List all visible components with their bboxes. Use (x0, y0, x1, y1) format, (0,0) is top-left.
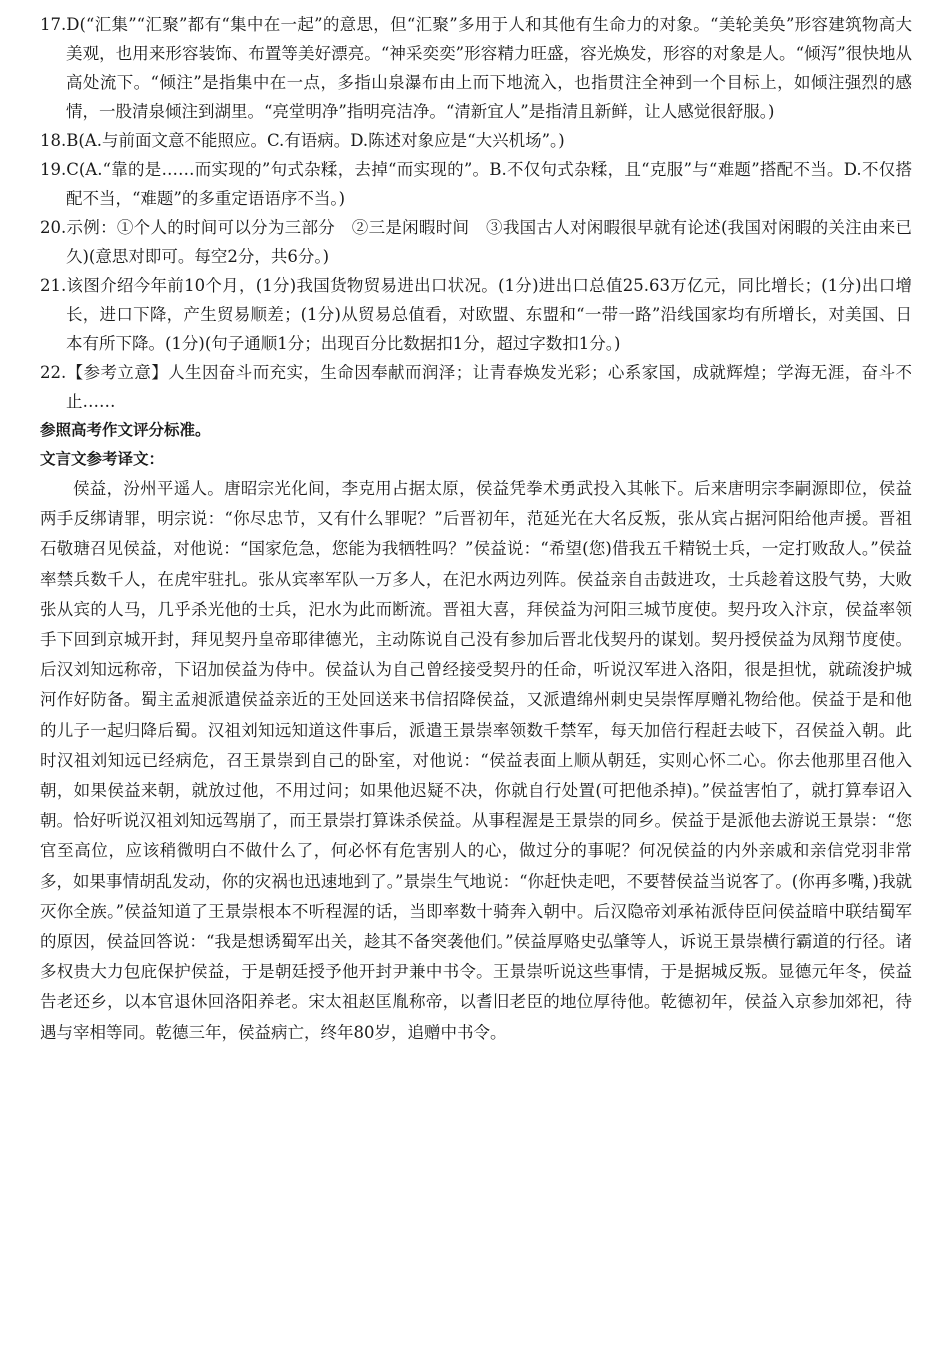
answer-17: 17.D(“汇集”“汇聚”都有“集中在一起”的意思，但“汇聚”多用于人和其他有生命力的对象。“美轮美奂”形容建筑物高大美观，也用来形容装饰、布置等美好漂亮。“神采奕奕”形容精力旺盛，容光焕发，形容的对象是人。“倾泻”很快地从高处流下。“倾注”是指集中在一点，多指山泉瀑布由上而下地流入，也指贯注全神到一个目标上，如倾注强烈的感情，一股清泉倾注到湖里。“亮堂明净”指明亮洁净。“清新宜人”是指清且新鲜，让人感觉很舒服。) (40, 15, 912, 121)
essay-scoring-note: 参照高考作文评分标准。 (40, 421, 211, 439)
translation-section (40, 474, 912, 1048)
answer-sheet (40, 10, 912, 1048)
answer-21: 21.该图介绍今年前10个月，(1分)我国货物贸易进出口状况。(1分)进出口总值25.63万亿元，同比增长；(1分)出口增长，进口下降，产生贸易顺差；(1分)从贸易总值看，对欧盟、东盟和“一带一路”沿线国家均有所增长，对美国、日本有所下降。(1分)(句子通顺1分；出现百分比数据扣1分，超过字数扣1分。) (40, 276, 912, 353)
answer-20: 20.示例：①个人的时间可以分为三部分 ②三是闲暇时间 ③我国古人对闲暇很早就有论述(我国对闲暇的关注由来已久)(意思对即可。每空2分，共6分。) (40, 218, 912, 266)
translation-paragraph: 侯益，汾州平遥人。唐昭宗光化间，李克用占据太原，侯益凭拳术勇武投入其帐下。后来唐明宗李嗣源即位，侯益两手反绑请罪，明宗说：“你尽忠节，又有什么罪呢？”后晋初年，范延光在大名反叛，张从宾占据河阳给他声援。晋祖石敬瑭召见侯益，对他说：“国家危急，您能为我牺牲吗？”侯益说：“希望(您)借我五千精锐士兵，一定打败敌人。”侯益率禁兵数千人，在虎牢驻扎。张从宾率军队一万多人，在汜水两边列阵。侯益亲自击鼓进攻，士兵趁着这股气势，大败张从宾的人马，几乎杀光他的士兵，汜水为此而断流。晋祖大喜，拜侯益为河阳三城节度使。契丹攻入汴京，侯益率领手下回到京城开封，拜见契丹皇帝耶律德光，主动陈说自己没有参加后晋北伐契丹的谋划。契丹授侯益为凤翔节度使。后汉刘知远称帝，下诏加侯益为侍中。侯益认为自己曾经接受契丹的任命，听说汉军进入洛阳，很是担忧，就疏浚护城河作好防备。蜀主孟昶派遣侯益亲近的王处回送来书信招降侯益，又派遣绵州刺史吴崇恽厚赠礼物给他。侯益于是和他的儿子一起归降后蜀。汉祖刘知远知道这件事后，派遣王景崇率领数千禁军，每天加倍行程赶去岐下，召侯益入朝。此时汉祖刘知远已经病危，召王景崇到自己的卧室，对他说：“侯益表面上顺从朝廷，实则心怀二心。你去他那里召他入朝，如果侯益来朝，就放过他，不用过问；如果他迟疑不决，你就自行处置(可把他杀掉)。”侯益害怕了，就打算奉诏入朝。恰好听说汉祖刘知远驾崩了，而王景崇打算诛杀侯益。从事程渥是王景崇的同乡。侯益于是派他去游说王景崇：“您官至高位，应该稍微明白不做什么了，何必怀有危害别人的心，做过分的事呢？何况侯益的内外亲戚和亲信党羽非常多，如果事情胡乱发动，你的灾祸也迅速地到了。”景崇生气地说：“你赶快走吧，不要替侯益当说客了。(你再多嘴，)我就灭你全族。”侯益知道了王景崇根本不听程渥的话，当即率数十骑奔入朝中。后汉隐帝刘承祐派侍臣问侯益暗中联结蜀军的原因，侯益回答说：“我是想诱蜀军出关，趁其不备突袭他们。”侯益厚赂史弘肇等人，诉说王景崇横行霸道的行径。诸多权贵大力包庇保护侯益，于是朝廷授予他开封尹兼中书令。王景崇听说这些事情，于是据城反叛。显德元年冬，侯益告老还乡，以本官退休回洛阳养老。宋太祖赵匡胤称帝，以耆旧老臣的地位厚待他。乾德初年，侯益入京参加郊祀，待遇与宰相等同。乾德三年，侯益病亡，终年80岁，追赠中书令。 (40, 479, 912, 1042)
answer-19: 19.C(A.“靠的是……而实现的”句式杂糅，去掉“而实现的”。B.不仅句式杂糅，且“克服”与“难题”搭配不当。D.不仅搭配不当，“难题”的多重定语语序不当。) (40, 160, 912, 208)
answer-22: 22.【参考立意】人生因奋斗而充实，生命因奉献而润泽；让青春焕发光彩；心系家国，成就辉煌；学海无涯，奋斗不止…… (40, 363, 912, 411)
answer-18: 18.B(A.与前面文意不能照应。C.有语病。D.陈述对象应是“大兴机场”。) (40, 131, 565, 150)
translation-heading: 文言文参考译文： (40, 450, 165, 468)
